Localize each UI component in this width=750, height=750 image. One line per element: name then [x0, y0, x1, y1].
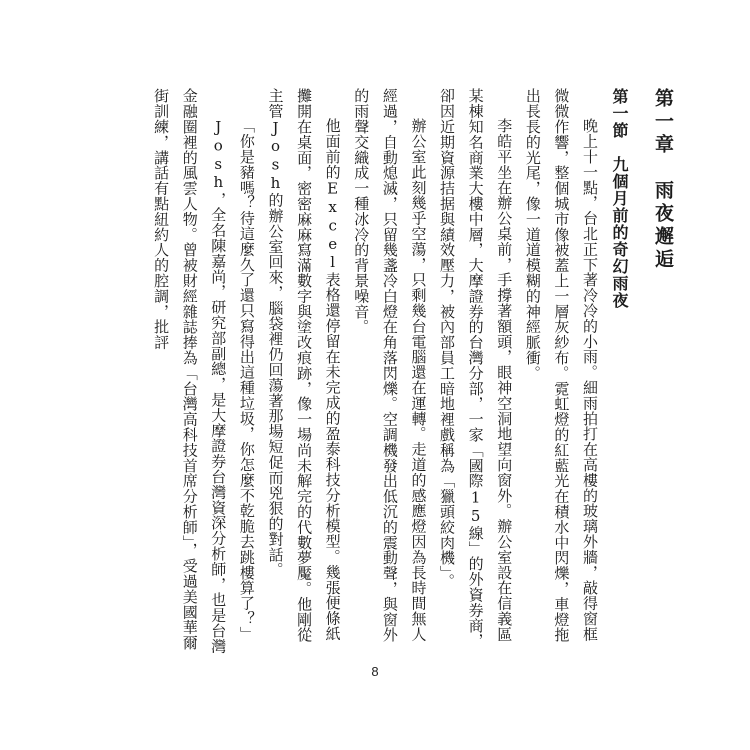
paragraph: 李皓平坐在辦公桌前，手撐著額頭，眼神空洞地望向窗外。辦公室設在信義區某棟知名商業大樓中層，大摩證券的台灣分部，一家「國際15線」的外資券商，卻因近期資源拮据與績效壓力，被內部員工暗地裡戲稱為「獵頭絞肉機」。: [438, 88, 514, 649]
paragraph: Josh，全名陳嘉尚，研究部副總，是大摩證券台灣資深分析師，也是台灣金融圈裡的風雲人物。曾被財經雜誌捧為「台灣高科技首席分析師」，受過美國華爾街訓練，講話有點紐約人的腔調，批評: [152, 88, 228, 654]
paragraph: 辦公室此刻幾乎空蕩，只剩幾台電腦還在運轉。走道的感應燈因為長時間無人經過，自動熄滅，只留幾盞冷白燈在角落閃爍。空調機發出低沉的震動聲，與窗外的雨聲交織成一種冰冷的背景噪音。: [352, 88, 428, 643]
vertical-text-body: [70, 88, 678, 654]
chapter-title: 第一章 雨夜邂逅: [652, 88, 674, 272]
page-number: 8: [371, 664, 379, 679]
paragraph: 晚上十一點，台北正下著冷冷的小雨。細雨拍打在高樓的玻璃外牆，敲得窗框微微作響，整個城市像被蓋上一層灰紗布。霓虹燈的紅藍光在積水中閃爍，車燈拖出長長的光尾，像一道道模糊的神經脈衝。: [523, 88, 599, 643]
paragraph: 他面前的Excel表格還停留在未完成的盈泰科技分析模型。幾張便條紙攤開在桌面，密密麻麻寫滿數字與塗改痕跡，像一場尚未解完的代數夢魘。他剛從主管Josh的辦公室回來，腦袋裡仍回蕩著那場短促而兇狠的對話。: [266, 88, 342, 643]
section-title: 第一節 九個月前的奇幻雨夜: [610, 88, 629, 309]
paragraph: 「你是豬嗎？待這麼久了還只寫得出這種垃圾，你怎麼不乾脆去跳樓算了？」: [237, 118, 256, 642]
